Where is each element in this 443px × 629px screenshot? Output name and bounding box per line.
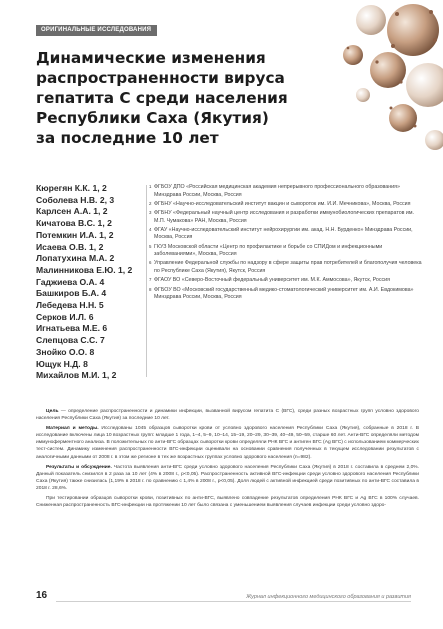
- author-list: [36, 183, 144, 382]
- affiliation-number: 8: [149, 286, 152, 292]
- author-name: Карлсен А.А. 1, 2: [36, 206, 108, 217]
- affiliation-text: ФГАОУ ВО «Северо-Восточный федеральный университет им. М.К. Аммосова», Якутск, Россия: [154, 277, 390, 284]
- author-name: Гаджиева О.А. 4: [36, 276, 105, 287]
- author-name: Башкиров Б.А. 4: [36, 288, 107, 299]
- affiliation-text: ФГАУ «Научно-исследовательский институт нейрохирургии им. акад. Н.Н. Бурденко» Минздрава России, Москва, Россия: [154, 226, 413, 241]
- abstract-label: Материал и методы.: [46, 426, 99, 432]
- affiliation-number: 3: [149, 210, 152, 216]
- affiliation-text: ФГБОУ ДПО «Российская медицинская академия непрерывного профессионального образования» Минздрава России, Москва, Россия: [154, 184, 400, 198]
- abstract-text: — определение распространенности и динамики инфекции, вызванной вирусом гепатита С (ВГС), среди разных возрастных групп условно здорового населения Республики Саха (Якутия) за последние 10 лет.: [36, 409, 419, 422]
- author-name: Потемкин И.А. 1, 2: [36, 229, 114, 240]
- affiliation-item: [149, 287, 429, 302]
- affiliation-item: [149, 244, 429, 259]
- abstract: [36, 408, 419, 512]
- affiliation-item: [149, 201, 429, 209]
- abstract-label: Результаты и обсуждение.: [46, 464, 112, 470]
- abstract-text: Исследованы 1045 образцов сыворотки крови от условно здорового населения Республики Саха (Якутия), собранные в 2018 г. В исследование включены лица 10 возрастных групп: младше 1 года, 1–4, 5–9, 10–14, 15–19, 20–29, 30–39, 40–49, 50–59, старше 60 лет. Анти-ВГС определяли методом иммуноферментного анализа. В положительных по анти-ВГС образцах сыворотки крови определяли РНК ВГС и антиген ВГС (Ag ВГС) с использованием коммерческих тест-систем. Динамику изменения распространенности ВГС-инфекции оценивали на основании сравнения полученных в текущем исследовании результатов с аналогичными данными от 2008 г. в этом же регионе в тех же возрастных группах условно здорового населения (n=982).: [36, 426, 419, 460]
- page-number: 16: [36, 590, 48, 601]
- affiliation-list: [149, 184, 429, 303]
- author-name: Ющук Н.Д. 8: [36, 358, 88, 369]
- affiliation-item: [149, 227, 429, 242]
- author-name: Кичатова В.С. 1, 2: [36, 218, 112, 229]
- abstract-label: Цель: [46, 409, 59, 414]
- title-line: Республики Саха (Якутия): [36, 109, 269, 127]
- author-name: Слепцова С.С. 7: [36, 335, 105, 346]
- author-name: Лебедева Н.Н. 5: [36, 300, 104, 311]
- affiliation-item: [149, 260, 429, 275]
- author-name: Малинникова Е.Ю. 1, 2: [36, 264, 133, 275]
- author-name: Исаева О.В. 1, 2: [36, 241, 104, 252]
- affiliation-text: ФГБОУ ВО «Московский государственный медико-стоматологический университет им. А.И. Евдокимова» Минздрава России, Москва, Россия: [154, 286, 414, 301]
- affiliation-text: ФГБНУ «Федеральный научный центр исследования и разработки иммунобиологических препаратов им. М.П. Чумакова» РАН, Москва, Россия: [154, 210, 415, 224]
- affiliation-item: [149, 184, 429, 199]
- affiliation-number: 4: [149, 226, 152, 232]
- abstract-paragraph: [36, 464, 419, 492]
- abstract-text: Частота выявления анти-ВГС среди условно здорового населения Республики Саха (Якутия) в 2018 г. составила в среднем 2,0%. Данный показатель снизился в 2 раза за 10 лет (4% в 2008 г., p<0,05). Распространенность активной ВГС-инфекции среди условно здорового населения Республики Саха (Якутия) также снизилась (1,19% в 2018 г. по сравнению с 1,4% в 2008 г., p<0,05). Доля людей с активной инфекцией среди позитивных по анти-ВГС составила в 2018 г. 28,6%.: [36, 464, 419, 491]
- author-name: Михайлов М.И. 1, 2: [36, 370, 117, 381]
- abstract-paragraph: [36, 425, 419, 460]
- affiliation-number: 1: [149, 184, 152, 189]
- journal-name: Журнал инфекционного медицинского образования и развития: [246, 594, 411, 600]
- affiliation-item: [149, 210, 429, 225]
- affiliation-number: 2: [149, 200, 152, 206]
- author-name: Знойко О.О. 8: [36, 346, 95, 357]
- author-name: Лопатухина М.А. 2: [36, 253, 115, 264]
- abstract-paragraph: [36, 495, 419, 509]
- author-name: Игнатьева М.Е. 6: [36, 323, 108, 334]
- affiliation-text: Управление Федеральной службы по надзору в сфере защиты прав потребителей и благополучия человека по Республике Саха (Якутия), Якутск, Россия: [154, 260, 422, 274]
- affiliation-item: [149, 277, 429, 285]
- author-name: Серков И.Л. 6: [36, 311, 94, 322]
- title-line: гепатита С среди населения: [36, 89, 288, 107]
- abstract-paragraph: [36, 408, 419, 422]
- affiliation-number: 7: [149, 277, 152, 283]
- title-line: за последние 10 лет: [36, 129, 219, 147]
- abstract-text: При тестировании образцов сыворотки крови, позитивных по анти-ВГС, выявлено совпадение результатов определения РНК ВГС и Ag ВГС в 100% случаев. Сниженная распространенность ВГС-инфекции на протяжении 10 лет было связана с уменьшением выявления случаев инфекции среди условно здоро-: [36, 496, 419, 509]
- affiliation-text: ФГБНУ «Научно-исследовательский институт вакцин и сывороток им. И.И. Мечникова», Москва, Россия: [154, 200, 411, 207]
- author-name: Соболева Н.В. 2, 3: [36, 194, 115, 205]
- article-title: [36, 48, 366, 148]
- section-tag: ОРИГИНАЛЬНЫЕ ИССЛЕДОВАНИЯ: [36, 25, 157, 36]
- author-name: Кюрегян К.К. 1, 2: [36, 183, 107, 193]
- affiliation-text: ГКУЗ Московской области «Центр по профилактике и борьбе со СПИДом и инфекционными заболеваниями», Москва, Россия: [154, 243, 383, 258]
- title-line: распространенности вируса: [36, 69, 285, 87]
- affiliation-number: 6: [149, 260, 152, 266]
- footer-divider: [56, 601, 411, 602]
- affiliation-number: 5: [149, 243, 152, 249]
- title-line: Динамические изменения: [36, 49, 266, 67]
- divider-line: [146, 185, 147, 377]
